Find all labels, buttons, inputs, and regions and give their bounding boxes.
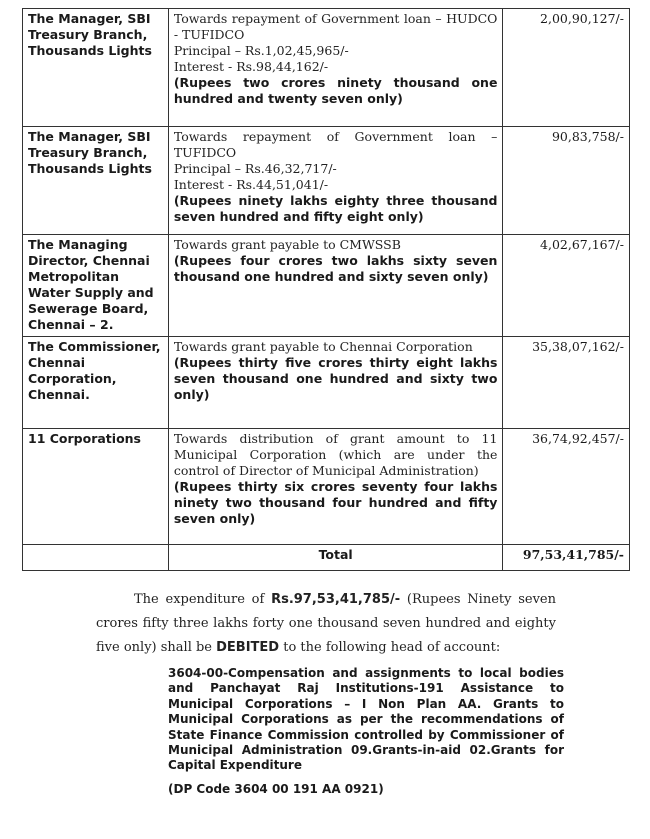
table-row [23,9,630,127]
amount-cell: 90,83,758/- [503,127,630,235]
amount-cell: 36,74,92,457/- [503,429,630,545]
amount-cell: 2,00,90,127/- [503,9,630,127]
amount-cell: 35,38,07,162/- [503,337,630,429]
dp-code: (DP Code 3604 00 191 AA 0921) [168,782,384,796]
payee-name: The Manager, SBI Treasury Branch, Thousands Lights [28,129,152,176]
payee-cell [23,9,169,127]
expenditure-paragraph [96,588,556,660]
table-row [23,235,630,337]
purpose-cell [168,127,503,235]
amount-in-words: (Rupees thirty six crores seventy four lakhs ninety two thousand four hundred and fifty seven only) [173,479,498,526]
payee-name: The Managing Director, Chennai Metropolitan Water Supply and Sewerage Board, Chennai – 2. [28,237,154,332]
payee-cell [23,235,169,337]
interest-text: Interest - Rs.98,44,162/- [173,59,329,74]
para-amount: Rs.97,53,41,785/- [271,592,401,607]
amount-in-words: (Rupees four crores two lakhs sixty seven thousand one hundred and sixty seven only) [173,253,498,284]
para-prefix: The expenditure of [134,592,272,607]
payee-cell [23,337,169,429]
amount-in-words: (Rupees thirty five crores thirty eight lakhs seven thousand one hundred and sixty two only) [173,355,498,402]
purpose-cell [168,235,503,337]
interest-text: Interest - Rs.44,51,041/- [173,177,329,192]
purpose-cell [168,429,503,545]
amount-in-words: (Rupees ninety lakhs eighty three thousand seven hundred and fifty eight only) [173,193,498,224]
para-debited: DEBITED [216,640,280,655]
table-row [23,337,630,429]
payee-name: 11 Corporations [28,431,141,446]
payee-cell [23,429,169,545]
head-of-account: 3604-00-Compensation and assignments to local bodies and Panchayat Raj Institutions-191 Assistance to Municipal Corporations – I Non Plan AA. Grants to Municipal Corporations as per the recommendations of State Finance Commission controlled by Commissioner of Municipal Administration 09.Grants-in-aid 02.Grants for Capital Expenditure [168,666,564,773]
table-row [23,127,630,235]
total-row [23,545,630,571]
purpose-text: Towards grant payable to Chennai Corporation [173,339,473,354]
total-empty-cell [23,545,169,571]
purpose-text: Towards grant payable to CMWSSB [173,237,401,252]
payment-table [22,8,630,571]
payee-name: The Commissioner, Chennai Corporation, Chennai. [28,339,161,402]
purpose-text: Towards repayment of Government loan – TUFIDCO [173,129,498,160]
para-middle: (Rupees Ninety seven crores fifty three lakhs forty one thousand seven hundred and eighty five only) shall be [96,592,556,655]
principal-text: Principal – Rs.46,32,717/- [173,161,337,176]
total-amount: 97,53,41,785/- [503,545,630,571]
payee-name: The Manager, SBI Treasury Branch, Thousands Lights [28,11,152,58]
purpose-cell [168,9,503,127]
purpose-cell [168,337,503,429]
amount-in-words: (Rupees two crores ninety thousand one hundred and twenty seven only) [173,75,498,106]
total-label: Total [168,545,503,571]
purpose-text: Towards repayment of Government loan – HUDCO - TUFIDCO [173,11,498,42]
payee-cell [23,127,169,235]
purpose-text: Towards distribution of grant amount to 11 Municipal Corporation (which are under the control of Director of Municipal Administration) [173,431,498,478]
table-row [23,429,630,545]
principal-text: Principal – Rs.1,02,45,965/- [173,43,349,58]
amount-cell: 4,02,67,167/- [503,235,630,337]
para-suffix: to the following head of account: [279,640,501,655]
